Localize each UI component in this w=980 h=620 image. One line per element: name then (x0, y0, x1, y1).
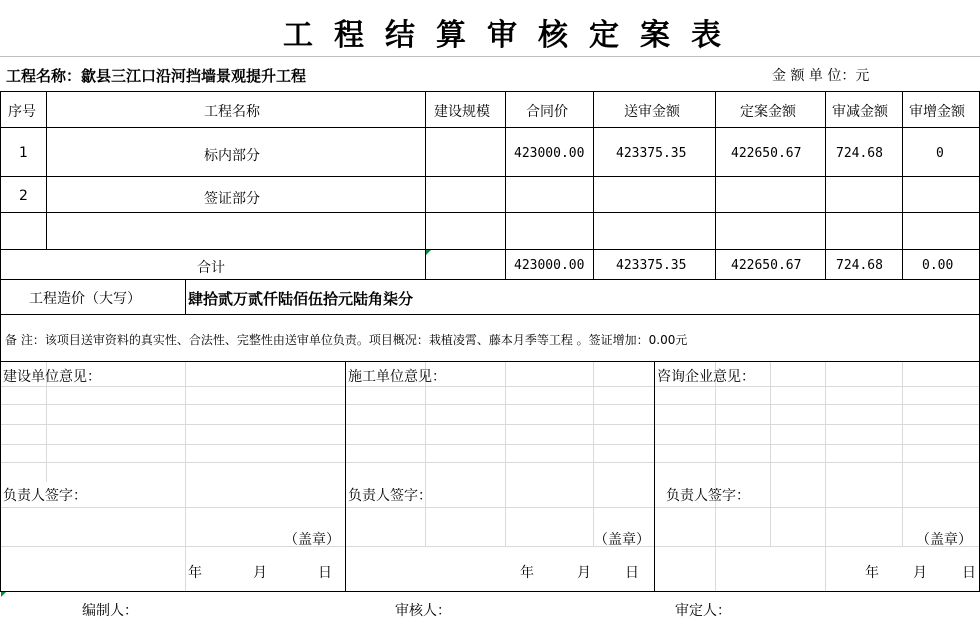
seal-label-1: （盖章） (284, 532, 340, 548)
seal-label-3: （盖章） (916, 532, 972, 548)
header-project-name: 工程名称 (204, 104, 260, 120)
reviewer-label: 审核人： (395, 603, 451, 619)
consulting-opinion: 咨询企业意见： (657, 369, 755, 385)
seal-label-2: （盖章） (594, 532, 650, 548)
row-reduced: 724.68 (836, 146, 883, 161)
row-contract: 423000.00 (514, 146, 585, 161)
date-month-3: 月 (913, 565, 927, 581)
row-increased: 0 (936, 146, 944, 161)
date-year-3: 年 (865, 565, 879, 581)
total-final: 422650.67 (731, 258, 802, 273)
date-day-2: 日 (625, 565, 639, 581)
total-label: 合计 (197, 260, 225, 276)
approver-label: 审定人： (675, 603, 731, 619)
sign-label-3: 负责人签字： (666, 488, 750, 504)
header-reduced-amount: 审减金额 (832, 104, 888, 120)
total-reduced: 724.68 (836, 258, 883, 273)
cost-value-uppercase: 肆拾贰万贰仟陆佰伍拾元陆角柒分 (188, 290, 414, 308)
header-submitted-amount: 送审金额 (624, 104, 680, 120)
cell-comment-marker (1, 592, 6, 597)
construction-unit-opinion: 建设单位意见： (3, 369, 101, 385)
header-contract-price: 合同价 (526, 104, 568, 120)
row-name: 标内部分 (204, 148, 260, 164)
builder-opinion: 施工单位意见： (348, 369, 446, 385)
date-month-1: 月 (253, 565, 267, 581)
row-submitted: 423375.35 (616, 146, 687, 161)
date-month-2: 月 (577, 565, 591, 581)
cell-comment-marker (426, 250, 431, 255)
header-no: 序号 (8, 104, 36, 120)
date-year-1: 年 (188, 565, 202, 581)
row-no: 1 (19, 145, 28, 161)
sign-label-1: 负责人签字： (3, 488, 87, 504)
row-final: 422650.67 (731, 146, 802, 161)
page-title: 工程结算审核定案表 (283, 18, 742, 53)
total-contract: 423000.00 (514, 258, 585, 273)
total-submitted: 423375.35 (616, 258, 687, 273)
header-increased-amount: 审增金额 (909, 104, 965, 120)
date-day-3: 日 (962, 565, 976, 581)
compiler-label: 编制人： (82, 603, 138, 619)
total-increased: 0.00 (922, 258, 954, 273)
row-no: 2 (19, 188, 28, 204)
remark: 备 注：该项目送审资料的真实性、合法性、完整性由送审单位负责。项目概况：栽植凌霄、藤本月季等工程 。签证增加：0.00元 (5, 333, 688, 347)
amount-unit: 金 额 单 位：元 (772, 68, 870, 84)
date-day-1: 日 (318, 565, 332, 581)
cost-label: 工程造价（大写） (29, 291, 141, 307)
date-year-2: 年 (520, 565, 534, 581)
header-final-amount: 定案金额 (740, 104, 796, 120)
row-name: 签证部分 (204, 191, 260, 207)
header-scale: 建设规模 (434, 104, 490, 120)
sign-label-2: 负责人签字： (348, 488, 432, 504)
project-name: 工程名称：歙县三江口沿河挡墙景观提升工程 (6, 67, 307, 85)
